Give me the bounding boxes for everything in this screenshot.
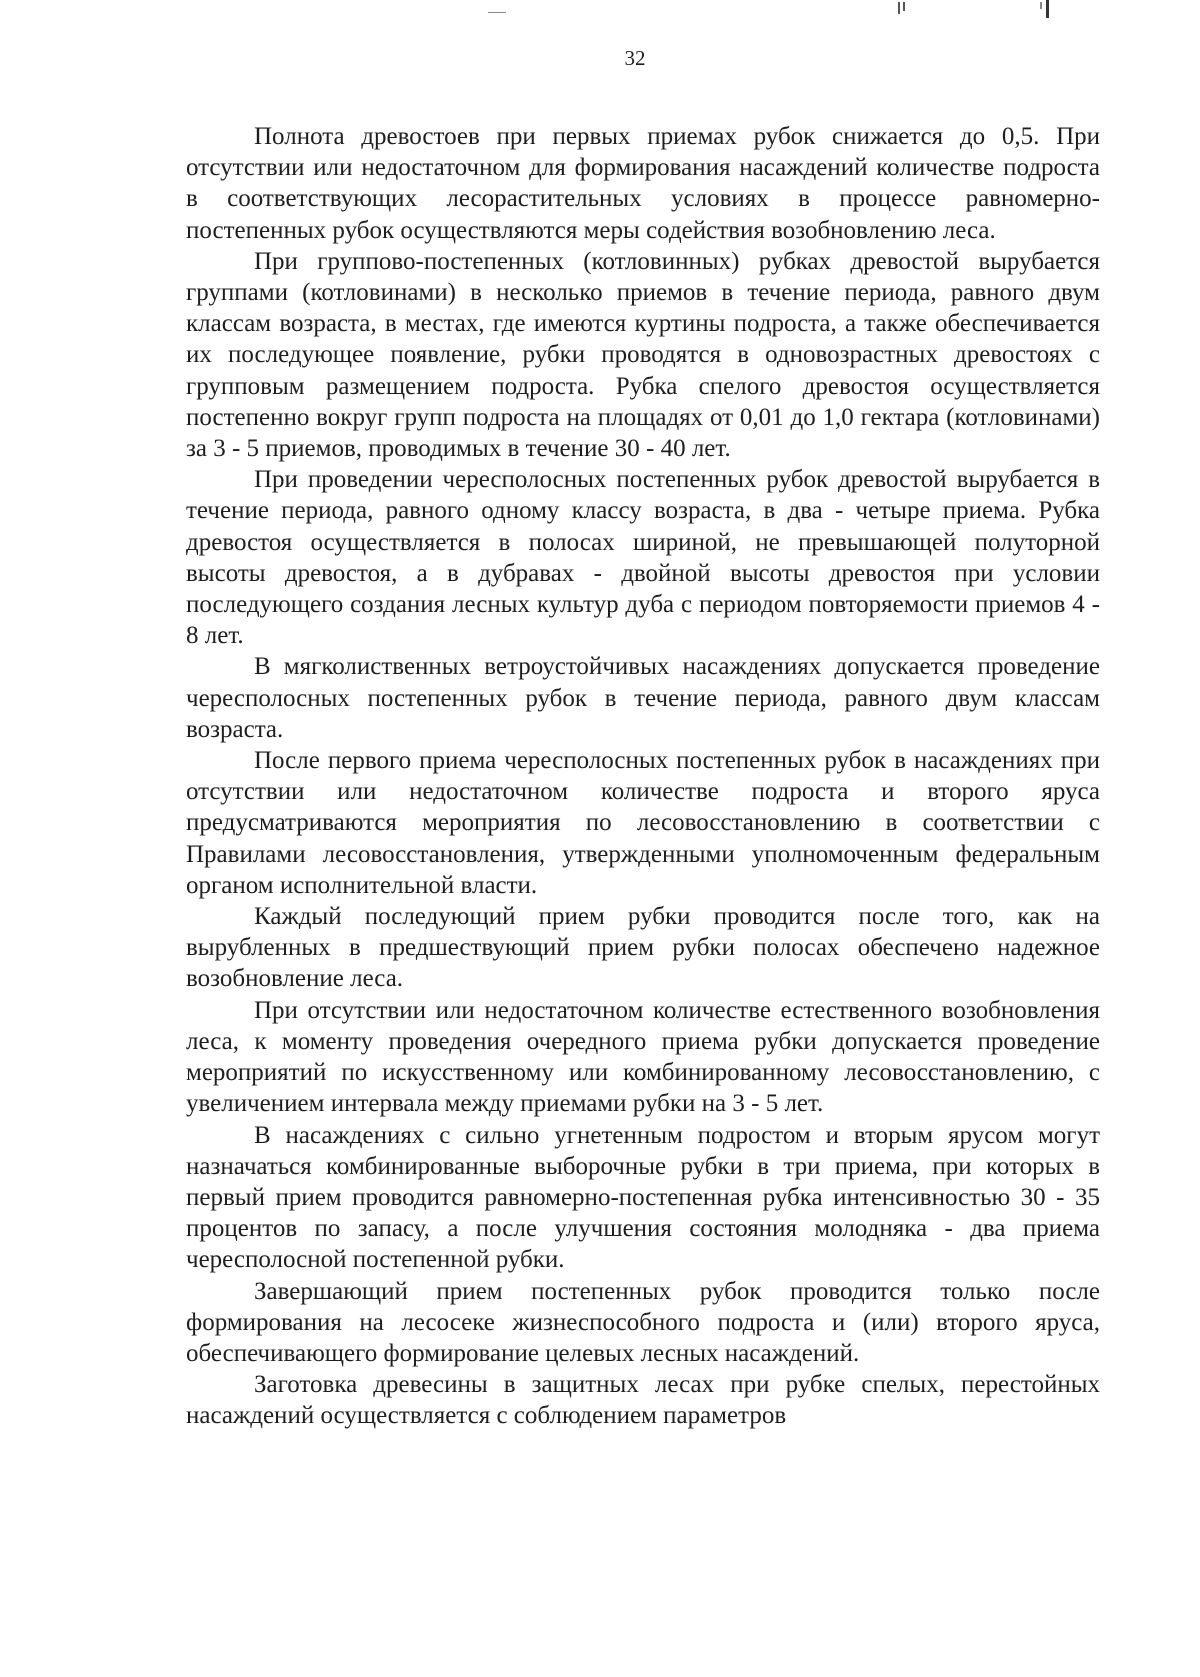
paragraph: В насаждениях с сильно угнетенным подростом и вторым ярусом могут назначаться комбинированные выборочные рубки в три приема, при которых в первый прием проводится равномерно-постепенная рубка интенсивностью 30 - 35 процентов по запасу, а после улучшения состояния молодняка - два приема чересполосной постепенной рубки. bbox=[186, 1121, 1100, 1274]
paragraph: После первого приема чересполосных постепенных рубок в насаждениях при отсутствии или недостаточном количестве подроста и второго яруса предусматриваются мероприятия по лесовосстановлению в соответствии с Правилами лесовосстановления, утвержденными уполномоченным федеральным органом исполнительной власти. bbox=[186, 747, 1100, 899]
paragraph: Завершающий прием постепенных рубок проводится только после формирования на лесосеке жизнеспособного подроста и (или) второго яруса, обеспечивающего формирование целевых лесных насаждений. bbox=[186, 1277, 1100, 1367]
scan-artifact bbox=[1046, 0, 1049, 18]
paragraph: Полнота древостоев при первых приемах рубок снижается до 0,5. При отсутствии или недостаточном для формирования насаждений количестве подроста в соответствующих лесорастительных условиях в процессе равномерно-постепенных рубок осуществляются меры содействия возобновлению леса. bbox=[186, 123, 1100, 244]
page-number: 32 bbox=[624, 46, 646, 70]
body-text bbox=[186, 121, 1100, 1432]
scan-artifact bbox=[1040, 2, 1042, 9]
paragraph: В мягколиственных ветроустойчивых насаждениях допускается проведение чересполосных постепенных рубок в течение периода, равного двум классам возраста. bbox=[186, 653, 1100, 743]
paragraph: При проведении чересполосных постепенных рубок древостой вырубается в течение периода, равного одному классу возраста, в два - четыре приема. Рубка древостоя осуществляется в полосах шириной, не превышающей полуторной высоты древостоя, а в дубравах - двойной высоты древостоя при условии последующего создания лесных культур дуба с периодом повторяемости приемов 4 - 8 лет. bbox=[186, 466, 1100, 650]
scan-artifact bbox=[898, 2, 900, 14]
paragraph: При группово-постепенных (котловинных) рубках древостой вырубается группами (котловинами) в несколько приемов в течение периода, равного двум классам возраста, в местах, где имеются куртины подроста, а также обеспечивается их последующее появление, рубки проводятся в одновозрастных древостоях с групповым размещением подроста. Рубка спелого древостоя осуществляется постепенно вокруг групп подроста на площадях от 0,01 до 1,0 гектара (котловинами) за 3 - 5 приемов, проводимых в течение 30 - 40 лет. bbox=[186, 247, 1100, 463]
paragraph: Заготовка древесины в защитных лесах при рубке спелых, перестойных насаждений осуществляется с соблюдением параметров bbox=[186, 1371, 1100, 1430]
paragraph: Каждый последующий прием рубки проводится после того, как на вырубленных в предшествующий прием рубки полосах обеспечено надежное возобновление леса. bbox=[186, 903, 1100, 993]
scan-artifact bbox=[488, 12, 506, 13]
paragraph: При отсутствии или недостаточном количестве естественного возобновления леса, к моменту проведения очередного приема рубки допускается проведение мероприятий по искусственному или комбинированному лесовосстановлению, с увеличением интервала между приемами рубки на 3 - 5 лет. bbox=[186, 996, 1100, 1118]
scan-artifact bbox=[903, 2, 905, 11]
